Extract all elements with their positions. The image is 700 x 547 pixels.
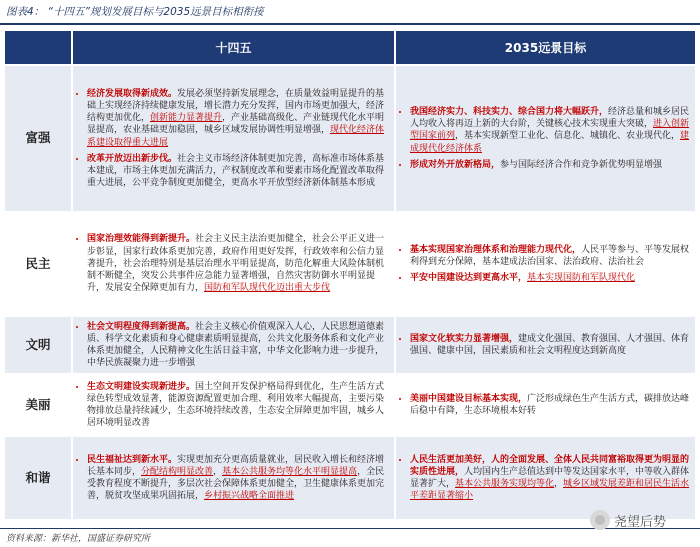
bullet-item (410, 454, 691, 503)
highlighted-text: 基本公共服务均等化水平明显提高 (222, 466, 358, 477)
bullet-heading: 我国经济实力、科技实力、综合国力将大幅跃升， (410, 106, 609, 117)
goals-2035-cell (394, 315, 695, 373)
row-category: 美丽 (5, 373, 71, 435)
bullet-item (410, 393, 691, 417)
bullet-text: 广泛形成绿色生产生活方式，碳排放达峰后稳中有降，生态环境根本好转 (410, 393, 690, 416)
plan-14th-cell (71, 64, 394, 211)
highlighted-text: 基本实现国防和军队现代化 (527, 273, 636, 284)
highlighted-text: 建成现代化经济体系 (410, 131, 690, 154)
row-category: 和谐 (5, 435, 71, 519)
bullet-heading: 改革开放迈出新步伐。 (87, 153, 178, 164)
bullet-heading: 国家文化软实力显著增强， (410, 333, 519, 344)
bullet-text: ，全民受教育程度不断提升，多层次社会保障体系更加健全，卫生健康体系更加完善，脱贫攻坚成果巩固拓展， (87, 466, 385, 502)
bullet-list (402, 244, 691, 285)
bullet-item (87, 153, 390, 190)
bullet-item (410, 244, 691, 268)
bullet-text: 人均国内生产总值达到中等发达国家水平，中等收入群体显著扩大， (410, 466, 690, 489)
bullet-item (87, 454, 390, 503)
bullet-text: 社会主义核心价值观深入人心，人民思想道德素质、科学文化素质和身心健康素质明显提高，公共文化服务体系和文化产业体系更加健全，人民精神文化生活日益丰富，中华文化影响力进一步提升，中华民族凝聚力进一步增强 (87, 321, 385, 369)
bullet-text: 发展必须坚持新发展理念，在质量效益明显提升的基础上实现经济持续健康发展，增长潜力充分发挥，国内市场更加强大，经济结构更加优化， (87, 88, 385, 124)
goals-2035-cell (394, 64, 695, 211)
bullet-heading: 美丽中国建设目标基本实现， (410, 393, 528, 404)
watermark (590, 510, 666, 530)
bullet-list (79, 381, 390, 430)
bullet-item (87, 381, 390, 430)
bullet-item (87, 88, 390, 149)
bullet-heading: 生态文明建设实现新进步。 (87, 381, 196, 392)
watermark-icon (590, 510, 610, 530)
bullet-list (79, 454, 390, 503)
figure-title: 图表4： “十四五”规划发展目标与2035远景目标相衔接 (6, 6, 264, 18)
bullet-text: ，产业基础高级化、产业链现代化水平明显提高，农业基础更加稳固，城乡区域发展协调性明显增强， (87, 113, 385, 136)
bullet-text: ， (554, 479, 564, 489)
watermark-text: 尧望后势 (614, 514, 667, 530)
bullet-text: 建成文化强国、教育强国、人才强国、体育强国、健康中国，国民素质和社会文明程度达到新高度 (410, 333, 690, 356)
goal-row (5, 435, 695, 519)
bullet-text: 参与国际经济合作和竞争新优势明显增强 (500, 159, 663, 170)
bullet-heading: 民生福祉达到新水平。 (87, 454, 178, 465)
goal-row (5, 373, 695, 435)
highlighted-text: 现代化经济体系建设取得重大进展 (87, 125, 385, 148)
plan-14th-cell (71, 211, 394, 315)
bullet-item (410, 159, 691, 171)
highlighted-text: 乡村振兴战略全面推进 (204, 491, 295, 502)
bullet-item (410, 272, 691, 284)
bullet-heading: 经济发展取得新成效。 (87, 88, 178, 99)
bullet-heading: 人民生活更加美好，人的全面发展、全体人民共同富裕取得更为明显的实质性进展， (410, 454, 690, 477)
bullet-list (402, 454, 691, 503)
bullet-list (402, 393, 691, 417)
header-corner (5, 31, 71, 64)
goals-2035-cell (394, 435, 695, 519)
highlighted-text: 分配结构明显改善 (141, 466, 214, 477)
bullet-list (79, 321, 390, 370)
goals-table (5, 31, 695, 519)
bullet-text: 人民平等参与、平等发展权利得到充分保障，基本建成法治国家、法治政府、法治社会 (410, 244, 690, 267)
bullet-heading: 形成对外开放新格局， (410, 159, 501, 170)
bullet-text: 国土空间开发保护格局得到优化，生产生活方式绿色转型成效显著，能源资源配置更加合理、利用效率大幅提高，主要污染物排放总量持续减少，生态环境持续改善，生态安全屏障更加牢固，城乡人居环境明显改善 (87, 381, 385, 429)
goal-row (5, 211, 695, 315)
plan-14th-cell (71, 435, 394, 519)
bullet-item (87, 321, 390, 370)
bullet-list (402, 106, 691, 171)
goal-row (5, 64, 695, 211)
highlighted-text: 进入创新型国家前列 (410, 119, 690, 142)
bullet-list (79, 88, 390, 190)
plan-14th-cell (71, 315, 394, 373)
bullet-text: 社会主义市场经济体制更加完善，高标准市场体系基本建成，市场主体更加充满活力，产权制度改革和要素市场化配置改革取得重大进展，公平竞争制度更加健全，更高水平开放型经济新体制基本形成 (87, 153, 385, 189)
goals-2035-cell (394, 211, 695, 315)
highlighted-text: 创新能力显著提升 (150, 113, 223, 124)
goal-row (5, 315, 695, 373)
bullet-heading: 基本实现国家治理体系和治理能力现代化， (410, 244, 582, 255)
bullet-text: 实现更加充分更高质量就业，居民收入增长和经济增长基本同步， (87, 454, 385, 477)
bullet-text: ，基本实现新型工业化、信息化、城镇化、农业现代化， (455, 131, 681, 142)
bullet-heading: 国家治理效能得到新提升。 (87, 234, 196, 245)
bullet-heading: 社会文明程度得到新提高。 (87, 321, 196, 332)
plan-14th-cell (71, 373, 394, 435)
bullet-item (87, 233, 390, 294)
bullet-heading: 平安中国建设达到更高水平， (410, 273, 528, 284)
source-note: 资料来源：新华社，国盛证券研究所 (6, 534, 151, 544)
highlighted-text: 城乡区域发展差距和居民生活水平差距显著缩小 (410, 479, 690, 502)
highlighted-text: 基本公共服务实现均等化 (455, 479, 555, 489)
bullet-text: ， (213, 466, 223, 477)
header-14th-plan: 十四五 (71, 31, 394, 64)
title-divider (0, 23, 700, 25)
row-category: 富强 (5, 64, 71, 211)
row-category: 文明 (5, 315, 71, 373)
bullet-list (79, 233, 390, 294)
header-2035-goals: 2035远景目标 (394, 31, 695, 64)
bullet-item (410, 106, 691, 155)
bullet-list (402, 333, 691, 357)
bullet-text: 社会主义民主法治更加健全，社会公平正义进一步彰显，国家行政体系更加完善，政府作用更好发挥，行政效率和公信力显著提升，社会治理特别是基层治理水平明显提高，防范化解重大风险体制机制不断健全，突发公共事件应急能力显著增强，自然灾害防御水平明显提升，发展安全保障更加有力， (87, 234, 385, 294)
highlighted-text: 国防和军队现代化迈出重大步伐 (204, 283, 331, 294)
goals-2035-cell (394, 373, 695, 435)
row-category: 民主 (5, 211, 71, 315)
bullet-item (410, 333, 691, 357)
bullet-text: 经济总量和城乡居民人均收入将再迈上新的大台阶，关键核心技术实现重大突破， (410, 106, 690, 130)
